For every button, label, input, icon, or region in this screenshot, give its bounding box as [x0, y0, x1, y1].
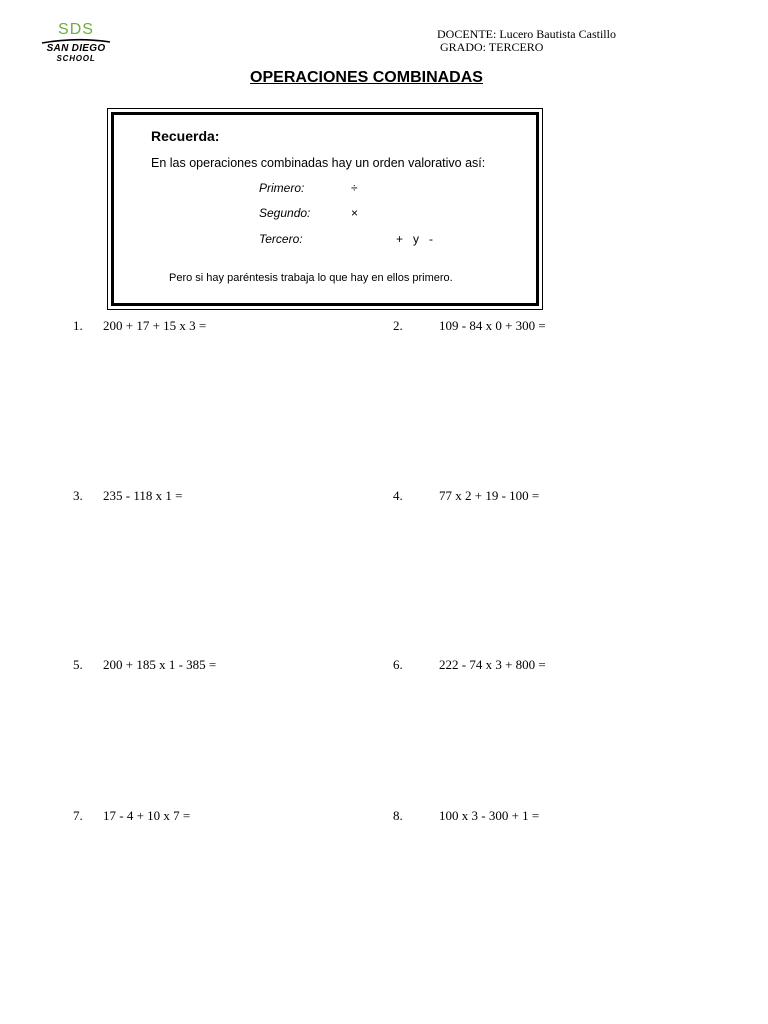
- reminder-heading: Recuerda:: [151, 128, 220, 144]
- exercise-expression: 235 - 118 x 1 =: [103, 488, 183, 503]
- school-logo: [36, 22, 116, 63]
- exercise-number: 5.: [73, 657, 83, 672]
- exercise-number: 1.: [73, 318, 83, 333]
- exercise-expression: 200 + 185 x 1 - 385 =: [103, 657, 217, 672]
- exercise-number: 2.: [393, 318, 403, 333]
- reminder-note: Pero si hay paréntesis trabaja lo que hay en ellos primero.: [169, 272, 453, 284]
- exercise-number: 8.: [393, 808, 403, 823]
- step-label-second: Segundo:: [259, 206, 311, 220]
- exercise-number: 6.: [393, 657, 403, 672]
- logo-school-sub: SCHOOL: [56, 54, 96, 63]
- reminder-intro: En las operaciones combinadas hay un orden valorativo así:: [151, 156, 486, 170]
- exercise-expression: 17 - 4 + 10 x 7 =: [103, 808, 191, 823]
- worksheet-title: OPERACIONES COMBINADAS: [250, 69, 483, 86]
- exercise-expression: 222 - 74 x 3 + 800 =: [439, 657, 546, 672]
- exercise-expression: 100 x 3 - 300 + 1 =: [439, 808, 540, 823]
- step-op-first: ÷: [351, 181, 358, 195]
- logo-school-name: SAN DIEGO: [46, 43, 106, 54]
- step-op-third: + y -: [396, 232, 434, 246]
- grade-label: GRADO: TERCERO: [440, 40, 544, 54]
- exercise-number: 3.: [73, 488, 83, 503]
- exercise-expression: 200 + 17 + 15 x 3 =: [103, 318, 207, 333]
- step-label-third: Tercero:: [259, 232, 303, 246]
- logo-initials: SDS: [58, 21, 94, 38]
- step-label-first: Primero:: [259, 181, 305, 195]
- exercise-number: 4.: [393, 488, 403, 503]
- step-op-second: ×: [351, 206, 359, 220]
- exercise-expression: 109 - 84 x 0 + 300 =: [439, 318, 546, 333]
- exercise-expression: 77 x 2 + 19 - 100 =: [439, 488, 540, 503]
- exercise-number: 7.: [73, 808, 83, 823]
- teacher-name: DOCENTE: Lucero Bautista Castillo: [437, 27, 616, 41]
